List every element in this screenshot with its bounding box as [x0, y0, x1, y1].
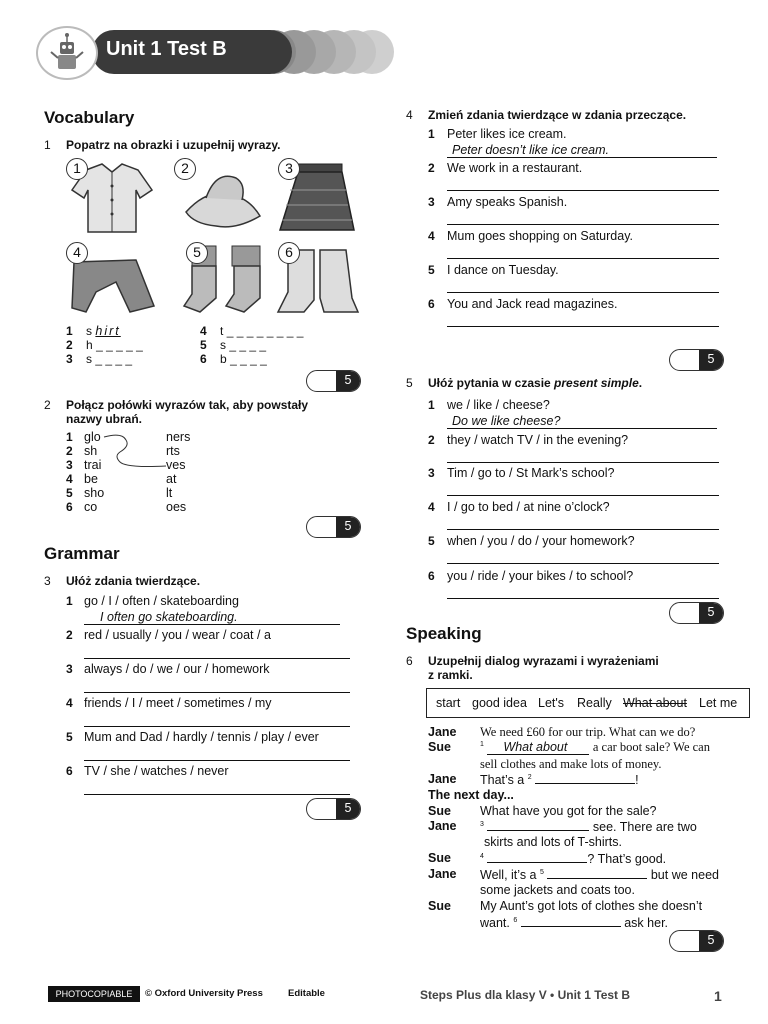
word-box-item: Let me	[699, 696, 738, 710]
exercise-3-number: 3	[44, 574, 51, 588]
exercise-5-instruction: Ułóż pytania w czasie present simple.	[428, 376, 643, 390]
answer-line[interactable]	[447, 292, 719, 293]
blank-field[interactable]	[547, 867, 647, 879]
dialog-line: What have you got for the sale?	[480, 804, 657, 818]
dialog-speaker: Jane	[428, 867, 457, 881]
dialog-speaker: Sue	[428, 804, 451, 818]
dialog-line: $^4$ ? That’s good.	[480, 852, 667, 866]
page-title: Unit 1 Test B	[106, 38, 227, 60]
answer-line[interactable]	[447, 326, 719, 327]
dialog-speaker: Sue	[428, 740, 451, 754]
blank-field[interactable]: _ _ _ _ _ _ _ _	[226, 324, 304, 338]
dialog-line: $^1$ What about a car boot sale? We can	[480, 740, 710, 754]
blank-field[interactable]	[487, 851, 587, 863]
matching-list: 1 glo ners 2 sh rts 3 trai ves 4 be at 5 sho lt 6 co oes	[66, 430, 191, 514]
exercise-1-number: 1	[44, 138, 51, 152]
answer-line[interactable]	[447, 190, 719, 191]
answer-line[interactable]	[84, 624, 340, 625]
word-box-item: start	[436, 696, 461, 710]
score-box: 5	[306, 370, 361, 392]
exercise-4-instruction: Zmień zdania twierdzące w zdania przeczące.	[428, 108, 687, 122]
exercise-5-items: 1 we / like / cheese? Do we like cheese? 2 they / watch TV / in the evening? 3 Tim / go to / St Mark’s school? 4 I / go to bed / at nine o’clock? 5 when / you / do / your homework? 6 you / ride / your bikes / to school?	[428, 398, 728, 602]
exercise-1-instruction: Popatrz na obrazki i uzupełnij wyrazy.	[66, 138, 281, 152]
answer-line[interactable]	[447, 258, 719, 259]
word-box-item: Really	[577, 696, 612, 710]
blank-field[interactable]	[535, 772, 635, 784]
dialog-speaker: Sue	[428, 851, 451, 865]
answer-line[interactable]	[84, 658, 350, 659]
word-box-item-used: What about	[623, 696, 687, 710]
robot-logo-icon	[36, 26, 98, 80]
speaking-heading: Speaking	[406, 624, 482, 643]
answer-line[interactable]	[447, 529, 719, 530]
score-box: 5	[669, 930, 724, 952]
exercise-6-instruction: Uzupełnij dialog wyrazami i wyrażeniami	[428, 654, 659, 668]
exercise-6-number: 6	[406, 654, 413, 668]
grammar-heading: Grammar	[44, 544, 120, 563]
blank-field[interactable]	[487, 819, 589, 831]
dialog-line: skirts and lots of T-shirts.	[484, 835, 623, 849]
dialog-line: want. $^6$ ask her.	[480, 916, 669, 930]
header-banner	[40, 26, 400, 78]
score-box: 5	[669, 349, 724, 371]
dialog-line: My Aunt’s got lots of clothes she doesn’t	[480, 899, 703, 913]
dialog-speaker: Sue	[428, 899, 451, 913]
copyright-text: © Oxford University Press	[145, 988, 263, 999]
dialog-line: That’s a $^2$ !	[480, 773, 639, 787]
word-box	[426, 688, 750, 718]
dialog-speaker: Jane	[428, 725, 457, 739]
list-item: 3 s _ _ _ _	[66, 352, 133, 366]
photocopiable-badge: PHOTOCOPIABLE	[48, 986, 140, 1002]
score-box: 5	[669, 602, 724, 624]
answer-line[interactable]	[84, 794, 350, 795]
list-item: 6 b _ _ _ _	[200, 352, 267, 366]
page-number: 1	[714, 988, 722, 1004]
editable-label: Editable	[288, 988, 325, 999]
dialog-speaker: Jane	[428, 772, 457, 786]
answer-line[interactable]	[84, 692, 350, 693]
vocabulary-heading: Vocabulary	[44, 108, 135, 127]
picture-number-4: 4	[66, 242, 88, 264]
exercise-3-instruction: Ułóż zdania twierdzące.	[66, 574, 201, 588]
list-item: 1 s hirt	[66, 324, 121, 338]
exercise-6-instruction-line2: z ramki.	[428, 668, 473, 682]
answer-line[interactable]	[447, 224, 719, 225]
dialog-line: Well, it’s a $^5$ but we need	[480, 868, 719, 882]
list-item: 4 t _ _ _ _ _ _ _ _	[200, 324, 304, 338]
answer-text: hirt	[95, 324, 121, 338]
picture-number-2: 2	[174, 158, 196, 180]
list-item: 5 s _ _ _ _	[200, 338, 267, 352]
list-item: 2 h _ _ _ _ _	[66, 338, 143, 352]
answer-line[interactable]	[447, 495, 719, 496]
answer-line[interactable]	[447, 157, 717, 158]
dialog-line: sell clothes and make lots of money.	[480, 757, 662, 771]
exercise-5-number: 5	[406, 376, 413, 390]
exercise-2-instruction: Połącz połówki wyrazów tak, aby powstały	[66, 398, 309, 412]
answer-text[interactable]: What about	[487, 740, 589, 755]
picture-number-3: 3	[278, 158, 300, 180]
blank-field[interactable]: _ _ _ _	[95, 352, 133, 366]
matching-connector-line	[102, 432, 168, 472]
exercise-2-number: 2	[44, 398, 51, 412]
picture-number-6: 6	[278, 242, 300, 264]
dialog-speaker: Jane	[428, 819, 457, 833]
answer-line[interactable]	[447, 598, 719, 599]
blank-field[interactable]: _ _ _ _	[229, 338, 267, 352]
answer-line[interactable]	[84, 760, 350, 761]
answer-text: Peter doesn’t like ice cream.	[452, 143, 610, 157]
dialog-line: We need £60 for our trip. What can we do?	[480, 725, 696, 739]
answer-line[interactable]	[447, 462, 719, 463]
picture-number-5: 5	[186, 242, 208, 264]
dialog-line: some jackets and coats too.	[480, 883, 635, 897]
course-footer: Steps Plus dla klasy V • Unit 1 Test B	[420, 988, 631, 1002]
word-box-item: Let's	[538, 696, 565, 710]
dialog-line: $^3$ see. There are two	[480, 820, 697, 834]
answer-line[interactable]	[447, 563, 719, 564]
answer-line[interactable]	[84, 726, 350, 727]
exercise-4-number: 4	[406, 108, 413, 122]
exercise-4-items: 1 Peter likes ice cream. Peter doesn’t like ice cream. 2 We work in a restaurant. 3 Amy speaks Spanish. 4 Mum goes shopping on Saturday. 5 I dance on Tuesday. 6 You and Jack read magazines.	[428, 127, 728, 331]
answer-line[interactable]	[447, 428, 717, 429]
picture-number-1: 1	[66, 158, 88, 180]
dialog-scene-note: The next day...	[428, 788, 514, 802]
word-box-item: good idea	[472, 696, 527, 710]
answer-text: Do we like cheese?	[452, 414, 561, 428]
exercise-3-items: 1 go / I / often / skateboarding I often go skateboarding. 2 red / usually / you / wear / coat / a 3 always / do / we / our / homework 4 friends / I / meet / sometimes / my 5 Mum and Dad / hardly / tennis / play / ever 6 TV / she / watches / never	[66, 594, 356, 804]
score-box: 5	[306, 798, 361, 820]
exercise-2-instruction-line2: nazwy ubrań.	[66, 412, 143, 426]
blank-field[interactable]	[521, 915, 621, 927]
answer-text: I often go skateboarding.	[100, 610, 238, 624]
blank-field[interactable]: _ _ _ _ _	[96, 338, 143, 352]
blank-field[interactable]: _ _ _ _	[230, 352, 267, 366]
score-box: 5	[306, 516, 361, 538]
